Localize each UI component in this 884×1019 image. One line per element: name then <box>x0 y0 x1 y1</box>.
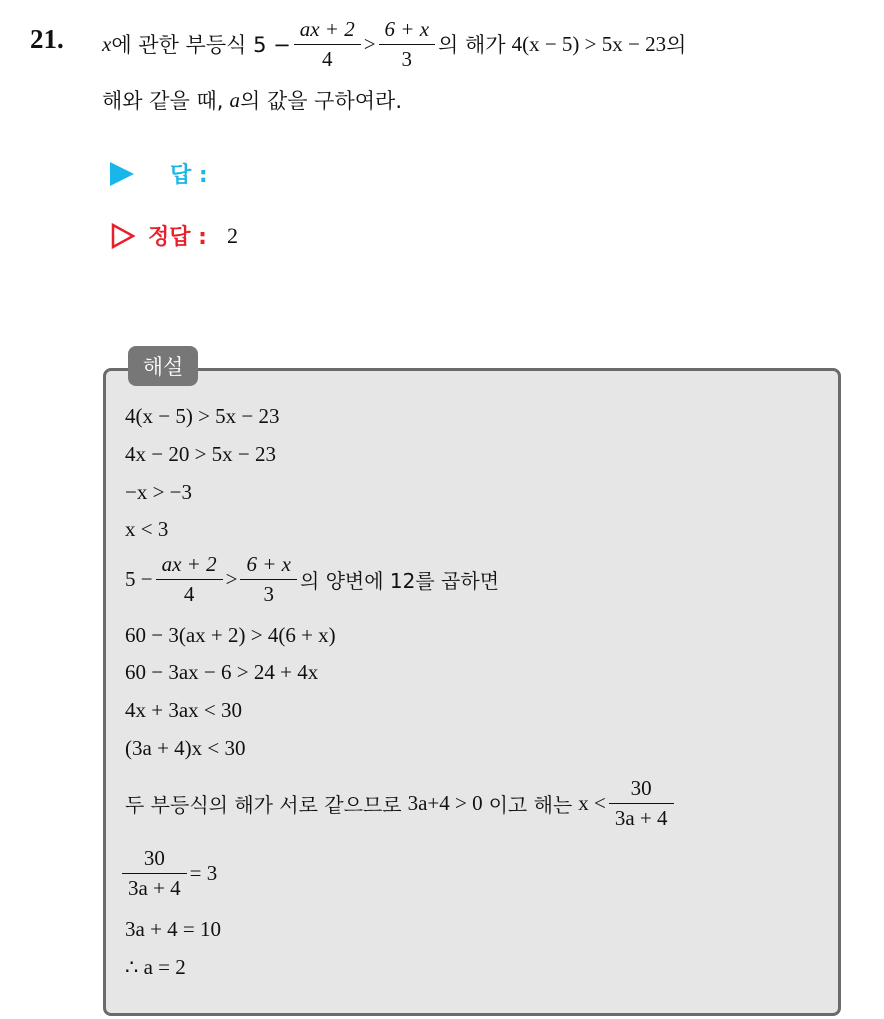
fraction <box>382 17 433 72</box>
fraction <box>159 552 220 607</box>
correct-answer-value: 2 <box>226 222 238 248</box>
fraction <box>243 552 294 607</box>
play-filled-icon <box>110 162 134 186</box>
variable-x: x <box>102 31 112 56</box>
solution-expression: (3a + 4)x < 30 <box>125 736 246 760</box>
solution-text: 이고 해는 <box>488 793 573 817</box>
fraction-denominator: 3 <box>240 579 297 607</box>
question-text: 의 값을 구하여라. <box>239 89 402 113</box>
fraction <box>297 17 358 72</box>
solution-expression: = 3 <box>189 861 218 885</box>
inequality-expression: 4(x − 5) > 5x − 23 <box>511 31 667 56</box>
solution-tag: 해설 <box>128 346 198 386</box>
solution-expression: 5 − <box>125 567 153 591</box>
correct-answer-label: 정답 : <box>148 225 207 250</box>
solution-line <box>119 846 217 901</box>
answer-row <box>110 158 208 189</box>
solution-expression: 3a + 4 = 10 <box>125 917 222 941</box>
solution-expression: 4(x − 5) > 5x − 23 <box>125 404 280 428</box>
variable-a: a <box>229 87 240 112</box>
solution-expression: x < <box>578 791 606 815</box>
solution-line <box>125 736 246 761</box>
fraction-numerator: 30 <box>630 776 652 800</box>
fraction-denominator: 4 <box>156 579 223 607</box>
solution-line <box>125 917 221 942</box>
fraction-denominator: 4 <box>294 44 361 72</box>
solution-expression: 60 − 3ax − 6 > 24 + 4x <box>125 660 319 684</box>
solution-line <box>125 623 336 648</box>
fraction-numerator: ax + 2 <box>299 16 355 41</box>
solution-line <box>125 442 276 467</box>
solution-expression: ∴ a = 2 <box>125 955 186 979</box>
question-line-1 <box>102 14 686 74</box>
solution-expression: 3a+4 > 0 <box>407 791 483 815</box>
fraction-numerator: 6 + x <box>384 16 430 41</box>
solution-expression: x < 3 <box>125 517 169 541</box>
solution-line <box>125 660 318 685</box>
fraction-denominator: 3 <box>379 44 436 72</box>
solution-text: 의 양변에 12를 곱하면 <box>299 569 500 593</box>
solution-line <box>125 552 499 607</box>
fraction <box>125 846 184 901</box>
solution-line <box>125 404 280 429</box>
question-text: 의 해가 <box>438 33 506 57</box>
question-text: 해와 같을 때, <box>102 89 224 113</box>
fraction-denominator: 3a + 4 <box>122 873 187 901</box>
solution-text: 두 부등식의 해가 서로 같으므로 <box>125 793 402 817</box>
solution-line <box>125 698 242 723</box>
question-line-2 <box>102 82 402 118</box>
solution-line <box>125 955 186 980</box>
fraction <box>612 776 671 831</box>
fraction-numerator: 30 <box>143 846 165 870</box>
solution-expression: 4x − 20 > 5x − 23 <box>125 442 277 466</box>
solution-expression: −x > −3 <box>125 480 193 504</box>
greater-than: > <box>363 31 376 56</box>
solution-line <box>125 480 192 505</box>
correct-answer-row <box>110 220 238 251</box>
question-text: 에 관한 부등식 5 − <box>111 33 291 57</box>
greater-than: > <box>225 567 238 591</box>
answer-label: 답 : <box>170 163 208 188</box>
fraction-denominator: 3a + 4 <box>609 803 674 831</box>
solution-line <box>125 517 168 542</box>
play-outline-icon <box>110 222 136 250</box>
solution-expression: 60 − 3(ax + 2) > 4(6 + x) <box>125 623 336 647</box>
fraction-numerator: ax + 2 <box>161 552 217 576</box>
fraction-numerator: 6 + x <box>246 552 291 576</box>
solution-expression: 4x + 3ax < 30 <box>125 698 243 722</box>
question-number: 21. <box>30 24 64 54</box>
solution-line <box>125 776 677 831</box>
question-text: 의 <box>666 33 687 57</box>
